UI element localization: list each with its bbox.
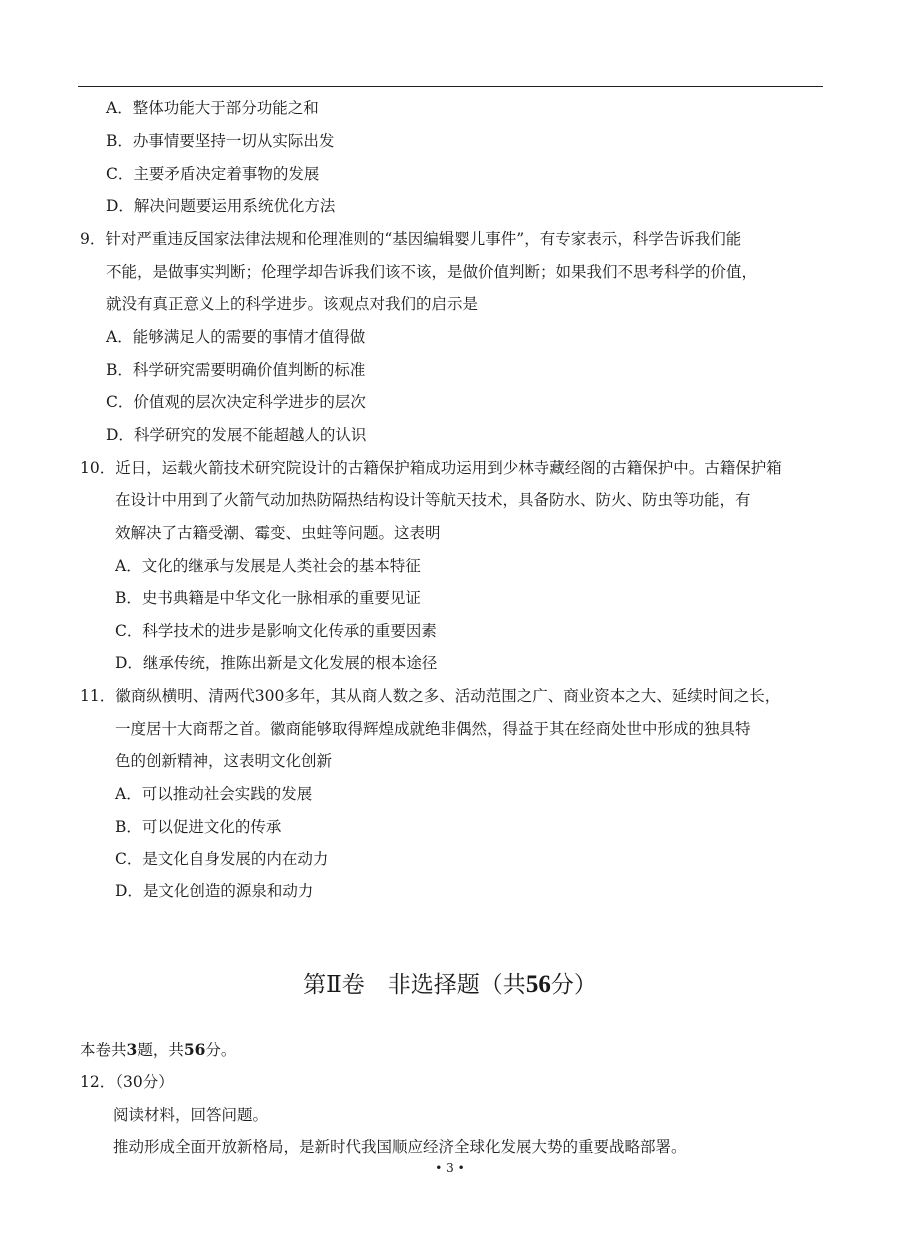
q8-option-c: C．主要矛盾决定着事物的发展: [106, 165, 320, 183]
intro-part-c: 分。: [205, 1041, 237, 1059]
q11-option-a: A．可以推动社会实践的发展: [115, 785, 313, 803]
q11-option-c: C．是文化自身发展的内在动力: [115, 850, 329, 868]
q9-option-a: A．能够满足人的需要的事情才值得做: [106, 328, 366, 346]
q10-option-c: C．科学技术的进步是影响文化传承的重要因素: [115, 622, 437, 640]
section-2-title: [0, 970, 900, 1000]
section-intro: [80, 1040, 236, 1060]
intro-count: 3: [126, 1040, 138, 1059]
q8-option-b: B．办事情要坚持一切从实际出发: [106, 132, 335, 150]
q9-stem-line-3: 就没有真正意义上的科学进步。该观点对我们的启示是: [106, 295, 479, 313]
q12-material: 推动形成全面开放新格局，是新时代我国顺应经济全球化发展大势的重要战略部署。: [113, 1138, 687, 1156]
q11-stem-line-3: 色的创新精神，这表明文化创新: [115, 752, 333, 770]
q8-option-a: A．整体功能大于部分功能之和: [106, 99, 319, 117]
section-title-prefix: 第Ⅱ卷 非选择题（共: [303, 972, 526, 998]
q10-option-b: B．史书典籍是中华文化一脉相承的重要见证: [115, 589, 421, 607]
q10-stem-line-2: 在设计中用到了火箭气动加热防隔热结构设计等航天技术，具备防水、防火、防虫等功能，有: [115, 491, 751, 509]
q10-stem-line-3: 效解决了古籍受潮、霉变、虫蛀等问题。这表明: [115, 524, 441, 542]
intro-part-b: 题，共: [137, 1041, 184, 1059]
q9-stem-line-2: 不能，是做事实判断；伦理学却告诉我们该不该，是做价值判断；如果我们不思考科学的价值，: [106, 263, 758, 281]
q10-option-d: D．继承传统，推陈出新是文化发展的根本途径: [115, 654, 438, 672]
q9-option-b: B．科学研究需要明确价值判断的标准: [106, 361, 366, 379]
section-title-suffix: 分）: [550, 972, 597, 998]
q12-instruction: 阅读材料，回答问题。: [113, 1106, 269, 1124]
q11-option-b: B．可以促进文化的传承: [115, 818, 282, 836]
intro-part-a: 本卷共: [80, 1041, 127, 1059]
intro-score: 56: [183, 1040, 206, 1059]
q11-stem-line-1: 11．徽商纵横明、清两代300多年，其从商人数之多、活动范围之广、商业资本之大、延续时间之长，: [80, 687, 781, 705]
q9-option-c: C．价值观的层次决定科学进步的层次: [106, 393, 366, 411]
q9-option-d: D．科学研究的发展不能超越人的认识: [106, 426, 367, 444]
q10-option-a: A．文化的继承与发展是人类社会的基本特征: [115, 557, 421, 575]
q12-header: 12．（30分）: [80, 1073, 174, 1091]
section-title-score: 56: [525, 971, 551, 998]
q11-option-d: D．是文化创造的源泉和动力: [115, 882, 314, 900]
header-rule: [78, 86, 823, 87]
q8-option-d: D．解决问题要运用系统优化方法: [106, 197, 336, 215]
q9-stem-line-1: 9．针对严重违反国家法律法规和伦理准则的“基因编辑婴儿事件”，有专家表示，科学告诉我们能: [80, 230, 742, 248]
page-number: • 3 •: [435, 1161, 465, 1175]
q11-stem-line-2: 一度居十大商帮之首。徽商能够取得辉煌成就绝非偶然，得益于其在经商处世中形成的独具特: [115, 720, 751, 738]
q10-stem-line-1: 10．近日，运载火箭技术研究院设计的古籍保护箱成功运用到少林寺藏经阁的古籍保护中。古籍保护箱: [80, 459, 782, 477]
